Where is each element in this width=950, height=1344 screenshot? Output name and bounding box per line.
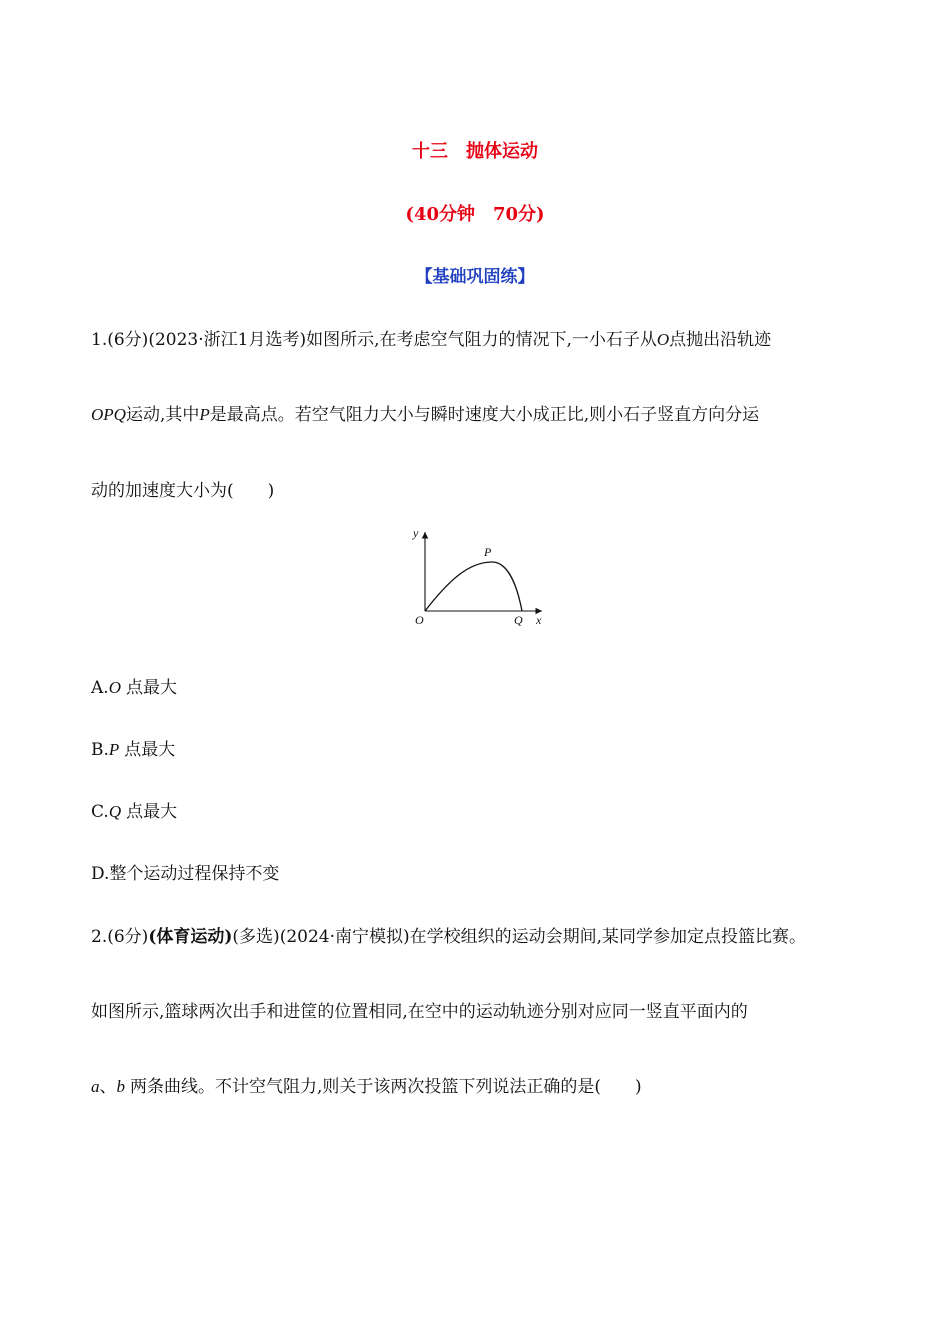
q2-number: 2.: [91, 927, 108, 947]
q1-text-2a: 运动,其中: [125, 405, 200, 425]
option-var: Q: [108, 802, 122, 821]
q1-text-1b: 点抛出沿轨迹: [669, 330, 772, 350]
point-q-label: Q: [514, 613, 523, 627]
option-letter: C.: [91, 802, 109, 822]
origin-label: O: [415, 613, 424, 627]
section-heading: 【基础巩固练】: [415, 267, 535, 287]
option-text: 点最大: [124, 740, 176, 760]
page-title: [0, 137, 950, 163]
q2-text-1: 在学校组织的运动会期间,某同学参加定点投篮比赛。: [409, 927, 807, 947]
q2-sep: 、: [99, 1077, 117, 1097]
option-letter: B.: [91, 740, 109, 760]
q1-option-d: [91, 859, 279, 884]
q2-var-a: a: [91, 1077, 100, 1096]
option-text: 点最大: [126, 802, 178, 822]
q1-var-p: P: [199, 405, 210, 424]
q1-line-1: [91, 325, 771, 350]
q2-kind: (多选): [232, 927, 280, 947]
option-letter: A.: [91, 678, 109, 698]
option-var: P: [108, 740, 120, 759]
q1-score: (6分): [107, 330, 149, 350]
q2-tag: (体育运动): [148, 927, 233, 947]
q1-option-b: [91, 735, 175, 760]
title-text: 抛体运动: [466, 141, 538, 162]
q1-text-2b: 是最高点。若空气阻力大小与瞬时速度大小成正比,则小石子竖直方向分运: [209, 405, 760, 425]
q2-var-b: b: [116, 1077, 125, 1096]
time-info: (40分钟 70分): [405, 204, 545, 225]
q1-option-c: [91, 797, 177, 822]
option-text: 整个运动过程保持不变: [109, 864, 280, 884]
q1-var-opq: OPQ: [91, 405, 126, 424]
option-var: O: [108, 678, 121, 697]
y-axis-label: y: [413, 526, 419, 540]
q1-line-2: [91, 400, 759, 425]
title-number: 十三: [412, 141, 448, 162]
trajectory-curve: [425, 562, 522, 611]
x-axis-label: x: [536, 613, 542, 627]
q1-option-a: [91, 673, 177, 698]
q2-line-3: [91, 1072, 642, 1097]
q2-source: (2024·南宁模拟): [279, 927, 410, 947]
trajectory-figure: [404, 520, 554, 630]
option-letter: D.: [91, 864, 110, 884]
q1-line-3: 动的加速度大小为( ): [91, 481, 275, 501]
q1-number: 1.: [91, 330, 108, 350]
q2-line-1: [91, 922, 806, 947]
trajectory-diagram: [404, 520, 554, 630]
option-text: 点最大: [125, 678, 177, 698]
q1-text-1a: 如图所示,在考虑空气阻力的情况下,一小石子从: [306, 330, 657, 350]
q2-line-2: 如图所示,篮球两次出手和进筐的位置相同,在空中的运动轨迹分别对应同一竖直平面内的: [91, 1002, 748, 1022]
q2-score: (6分): [107, 927, 149, 947]
q1-var-o: O: [656, 330, 670, 349]
q1-source: (2023·浙江1月选考): [148, 330, 307, 350]
q2-text-3: 两条曲线。不计空气阻力,则关于该两次投篮下列说法正确的是( ): [130, 1077, 642, 1097]
point-p-label: P: [484, 545, 492, 559]
